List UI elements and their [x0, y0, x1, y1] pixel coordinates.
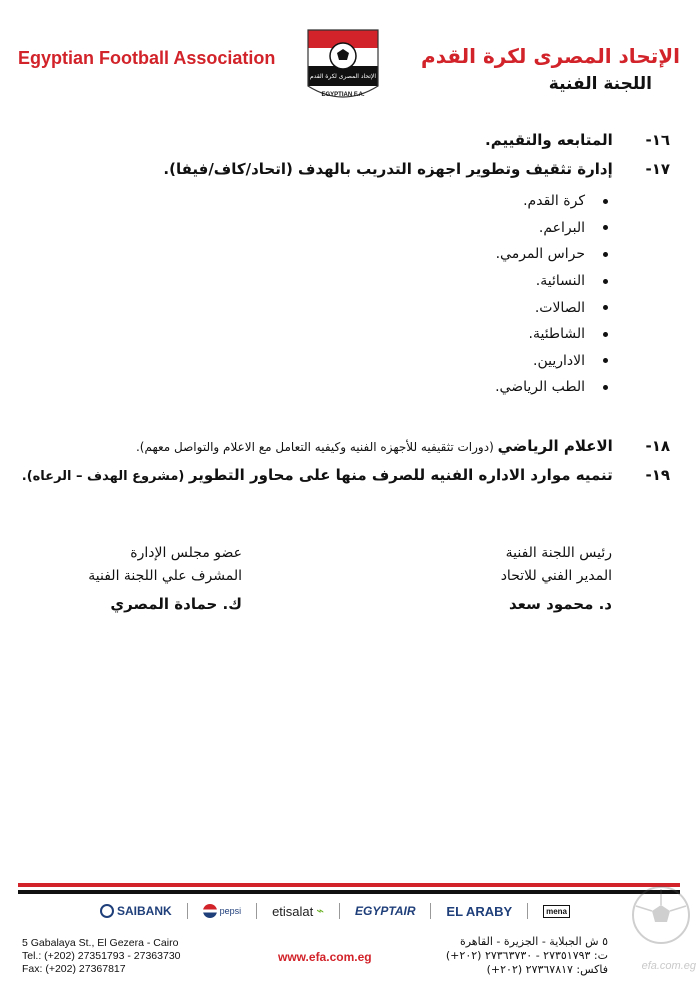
logo-caption: EGYPTIAN F.A.: [321, 92, 365, 98]
org-name-english: Egyptian Football Association: [18, 48, 276, 68]
list-item: البراعم.: [408, 215, 608, 242]
committee-title: اللجنة الفنية: [548, 74, 652, 94]
footer-tel-en: Tel.: (+202) 27351793 - 27363730: [22, 950, 181, 962]
list-item: الشاطئية.: [408, 321, 608, 348]
football-watermark-icon: [630, 884, 692, 946]
item-text: إدارة تثقيف وتطوير اجهزه التدريب بالهدف (اتحاد/كاف/فيفا).: [163, 160, 613, 178]
bullet-icon: [603, 305, 608, 310]
item-text-bold: تنميه موارد الاداره الفنيه للصرف منها على محاور التطوير: [188, 466, 613, 484]
signature-left-line2: المشرف علي اللجنة الفنية: [88, 568, 242, 584]
item-16: [485, 131, 670, 149]
bullet-icon: [603, 252, 608, 257]
signature-right-line2: المدير الفني للاتحاد: [500, 568, 612, 584]
watermark-text: efa.com.eg: [641, 960, 696, 972]
bullet-icon: [603, 385, 608, 390]
bullet-icon: [603, 199, 608, 204]
bullet-list: [408, 188, 608, 401]
signature-right-line1: رئيس اللجنة الفنية: [505, 545, 612, 561]
bullet-icon: [603, 225, 608, 230]
item-number: ١٦-: [645, 131, 670, 149]
sponsor-egyptair: EGYPTAIR: [355, 904, 416, 918]
list-item: النسائية.: [408, 268, 608, 295]
item-18: [136, 437, 670, 455]
list-item: الاداريين.: [408, 348, 608, 375]
item-text-rest: (دورات تثقيفيه للأجهزه الفنيه وكيفيه التعامل مع الاعلام والتواصل معهم).: [135, 440, 498, 454]
etisalat-logo-icon: ⌁: [316, 903, 325, 918]
saibank-logo-icon: [100, 904, 114, 918]
list-item: الطب الرياضي.: [408, 374, 608, 401]
footer-tel-ar: ت: ٢٧٣٥١٧٩٣ - ٢٧٣٦٣٧٣٠ (٢٠٢+): [445, 949, 608, 962]
efa-logo-icon: [300, 22, 386, 108]
sponsor-etisalat: etisalat ⌁: [272, 903, 325, 919]
item-text: المتابعه والتقييم.: [485, 131, 613, 149]
bullet-icon: [603, 279, 608, 284]
logo-text: الإتحاد المصرى لكرة القدم: [309, 73, 377, 80]
divider: [527, 903, 528, 919]
footer-address-ar: ٥ ش الجبلاية - الجزيرة - القاهرة: [459, 935, 608, 948]
sponsor-pepsi: pepsi: [203, 904, 242, 918]
sponsor-elaraby: EL ARABY: [446, 903, 513, 919]
org-name-arabic: الإتحاد المصرى لكرة القدم: [421, 44, 680, 68]
footer-website-link[interactable]: www.efa.com.eg: [278, 950, 372, 964]
divider: [256, 903, 257, 919]
list-item: حراس المرمي.: [408, 241, 608, 268]
sponsor-saibank: SAIBANK: [100, 904, 172, 918]
divider: [187, 903, 188, 919]
item-number: ١٨-: [645, 437, 670, 455]
sponsor-bar: [100, 898, 570, 924]
divider: [339, 903, 340, 919]
footer-address-en: 5 Gabalaya St., El Gezera - Cairo: [22, 937, 179, 949]
item-number: ١٧-: [645, 160, 670, 178]
footer-fax-ar: فاكس: ٢٧٣٦٧٨١٧ (٢٠٢+): [486, 963, 608, 976]
list-item: كرة القدم.: [408, 188, 608, 215]
bullet-icon: [603, 358, 608, 363]
sponsor-mena: mena: [543, 905, 570, 918]
item-number: ١٩-: [645, 466, 670, 484]
item-text-rest: (مشروع الهدف – الرعاه).: [21, 469, 189, 484]
signature-right-name: د. محمود سعد: [509, 595, 612, 613]
bullet-icon: [603, 332, 608, 337]
item-19: [22, 466, 670, 484]
signature-left-line1: عضو مجلس الإدارة: [130, 545, 242, 561]
footer-fax-en: Fax: (+202) 27367817: [22, 963, 126, 975]
signature-left-name: ك. حمادة المصري: [110, 595, 242, 613]
pepsi-logo-icon: [203, 904, 217, 918]
divider: [430, 903, 431, 919]
item-text-bold: الاعلام الرياضي: [497, 437, 613, 455]
item-17: [163, 160, 670, 178]
list-item: الصالات.: [408, 294, 608, 321]
footer-rule-black: [18, 890, 680, 894]
